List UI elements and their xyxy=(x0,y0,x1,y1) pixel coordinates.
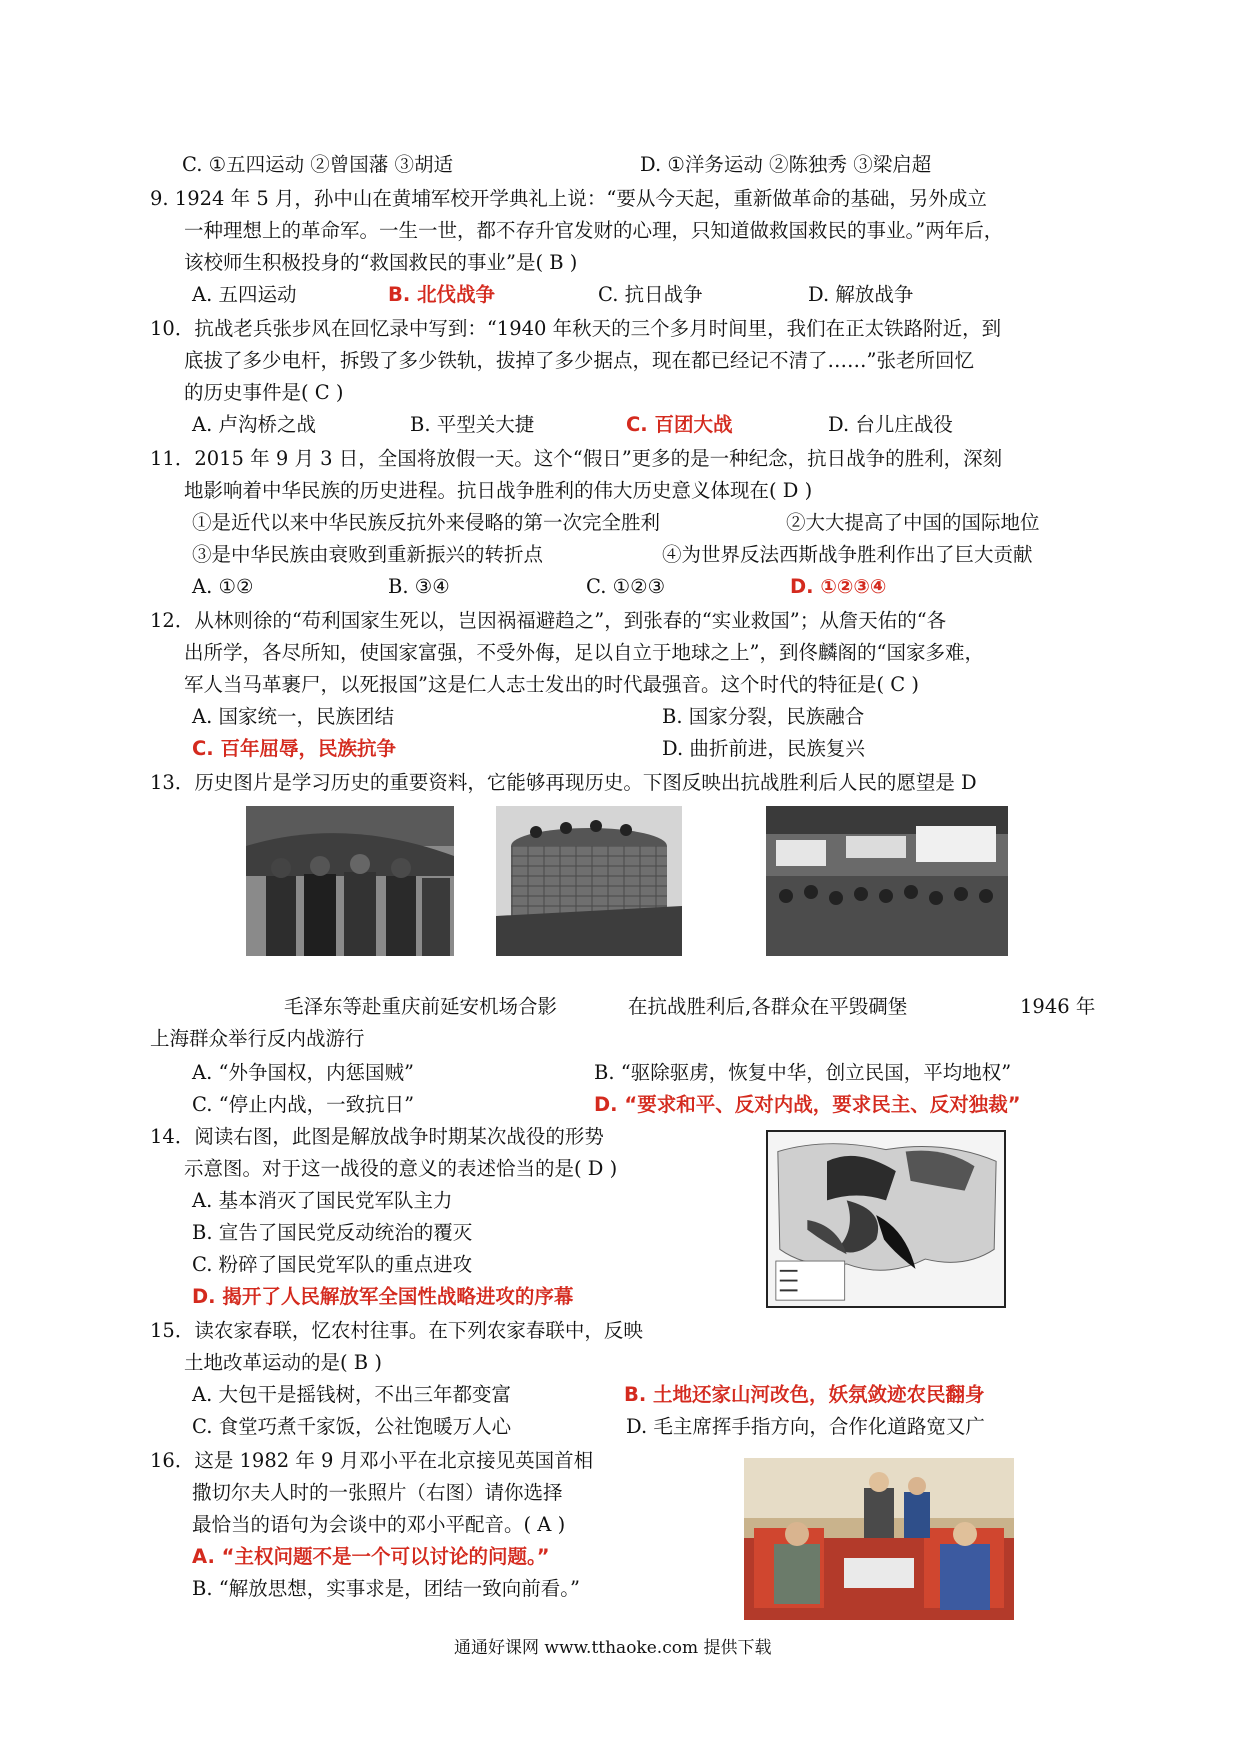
q13-caption-2: 在抗战胜利后,各群众在平毁碉堡 xyxy=(628,995,908,1018)
q15-stem-line-2: 土地改革运动的是( B ) xyxy=(184,1351,382,1374)
q11-item-3: ③是中华民族由衰败到重新振兴的转折点 xyxy=(192,543,544,566)
photo-demolishing-blockhouse xyxy=(496,806,682,956)
photo-shanghai-protest xyxy=(766,806,1008,956)
q11-item-4: ④为世界反法西斯战争胜利作出了巨大贡献 xyxy=(662,543,1033,566)
q10-stem-line-3: 的历史事件是( C ) xyxy=(184,381,344,404)
q11-option-a: A. ①② xyxy=(192,575,254,598)
q16-stem-line-2: 撒切尔夫人时的一张照片（右图）请你选择 xyxy=(192,1481,563,1504)
q15-option-a: A. 大包干是摇钱树，不出三年都变富 xyxy=(192,1383,511,1406)
q13-option-a: A. “外争国权，内惩国贼” xyxy=(192,1061,414,1084)
q13-option-d-answer: D. “要求和平、反对内战，要求民主、反对独裁” xyxy=(594,1093,1021,1116)
q11-stem-line-1: 11．2015 年 9 月 3 日，全国将放假一天。这个“假日”更多的是一种纪念，抗日战争的胜利，深刻 xyxy=(150,447,1003,470)
q11-option-c: C. ①②③ xyxy=(586,575,666,598)
q14-option-a: A. 基本消灭了国民党军队主力 xyxy=(192,1189,453,1212)
q8-option-d: D. ①洋务运动 ②陈独秀 ③梁启超 xyxy=(640,153,932,176)
campaign-map xyxy=(766,1130,1006,1308)
q14-option-d-answer: D. 揭开了人民解放军全国性战略进攻的序幕 xyxy=(192,1285,574,1308)
q13-stem-line-1: 13．历史图片是学习历史的重要资料，它能够再现历史。下图反映出抗战胜利后人民的愿望是 D xyxy=(150,771,977,794)
q12-option-c-answer: C. 百年屈辱，民族抗争 xyxy=(192,737,397,760)
q9-option-c: C. 抗日战争 xyxy=(598,283,703,306)
q8-option-c: C. ①五四运动 ②曾国藩 ③胡适 xyxy=(182,153,454,176)
q12-option-b: B. 国家分裂，民族融合 xyxy=(662,705,865,728)
q10-option-d: D. 台儿庄战役 xyxy=(828,413,953,436)
q12-stem-line-3: 军人当马革裹尸，以死报国”这是仁人志士发出的时代最强音。这个时代的特征是( C ) xyxy=(184,673,920,696)
q9-option-b-answer: B. 北伐战争 xyxy=(388,283,496,306)
q12-stem-line-1: 12．从林则徐的“苟利国家生死以，岂因祸福避趋之”，到张春的“实业救国”；从詹天佑的“各 xyxy=(150,609,947,632)
q16-stem-line-3: 最恰当的语句为会谈中的邓小平配音。( A ) xyxy=(192,1513,566,1536)
q12-option-a: A. 国家统一，民族团结 xyxy=(192,705,394,728)
q11-option-d-answer: D. ①②③④ xyxy=(790,575,887,598)
q15-option-d: D. 毛主席挥手指方向，合作化道路宽又广 xyxy=(626,1415,985,1438)
q10-option-b: B. 平型关大捷 xyxy=(410,413,535,436)
q11-stem-line-2: 地影响着中华民族的历史进程。抗日战争胜利的伟大历史意义体现在( D ) xyxy=(184,479,813,502)
q12-option-d: D. 曲折前进，民族复兴 xyxy=(662,737,865,760)
q9-option-d: D. 解放战争 xyxy=(808,283,914,306)
q16-option-b: B. “解放思想，实事求是，团结一致向前看。” xyxy=(192,1577,580,1600)
q11-item-2: ②大大提高了中国的国际地位 xyxy=(786,511,1040,534)
q16-stem-line-1: 16．这是 1982 年 9 月邓小平在北京接见英国首相 xyxy=(150,1449,594,1472)
q16-option-a-answer: A. “主权问题不是一个可以讨论的问题。” xyxy=(192,1545,550,1568)
q13-option-b: B. “驱除驱虏，恢复中华，创立民国，平均地权” xyxy=(594,1061,1012,1084)
q9-stem-line-3: 该校师生积极投身的“救国救民的事业”是( B ) xyxy=(184,251,578,274)
q14-option-c: C. 粉碎了国民党军队的重点进攻 xyxy=(192,1253,473,1276)
q15-option-c: C. 食堂巧煮千家饭，公社饱暖万人心 xyxy=(192,1415,512,1438)
q15-option-b-answer: B. 土地还家山河改色，妖氛敛迹农民翻身 xyxy=(624,1383,985,1406)
q10-stem-line-2: 底拔了多少电杆，拆毁了多少铁轨，拔掉了多少据点，现在都已经记不清了……”张老所回忆 xyxy=(184,349,974,372)
q10-option-a: A. 卢沟桥之战 xyxy=(192,413,316,436)
q9-option-a: A. 五四运动 xyxy=(192,283,297,306)
footer-watermark: 通通好课网 www.tthaoke.com 提供下载 xyxy=(454,1638,772,1658)
q13-caption-3a: 1946 年 xyxy=(1020,995,1096,1018)
q11-option-b: B. ③④ xyxy=(388,575,450,598)
q13-caption-3b: 上海群众举行反内战游行 xyxy=(150,1027,365,1050)
q11-item-1: ①是近代以来中华民族反抗外来侵略的第一次完全胜利 xyxy=(192,511,661,534)
q14-option-b: B. 宣告了国民党反动统治的覆灭 xyxy=(192,1221,473,1244)
q15-stem-line-1: 15．读农家春联，忆农村往事。在下列农家春联中，反映 xyxy=(150,1319,643,1342)
photo-deng-thatcher xyxy=(744,1458,1014,1620)
q10-stem-line-1: 10．抗战老兵张步风在回忆录中写到：“1940 年秋天的三个多月时间里，我们在正太铁路附近，到 xyxy=(150,317,1002,340)
q13-caption-1: 毛泽东等赴重庆前延安机场合影 xyxy=(284,995,558,1018)
q13-option-c: C. “停止内战，一致抗日” xyxy=(192,1093,415,1116)
q14-stem-line-1: 14．阅读右图，此图是解放战争时期某次战役的形势 xyxy=(150,1125,604,1148)
q14-stem-line-2: 示意图。对于这一战役的意义的表述恰当的是( D ) xyxy=(184,1157,618,1180)
q12-stem-line-2: 出所学，各尽所知，使国家富强，不受外侮，足以自立于地球之上”，到佟麟阁的“国家多难， xyxy=(184,641,984,664)
q10-option-c-answer: C. 百团大战 xyxy=(626,413,733,436)
q9-stem-line-1: 9. 1924 年 5 月，孙中山在黄埔军校开学典礼上说：“要从今天起，重新做革命的基础，另外成立 xyxy=(150,187,987,210)
q9-stem-line-2: 一种理想上的革命军。一生一世，都不存升官发财的心理，只知道做救国救民的事业。”两年后， xyxy=(184,219,1004,242)
photo-yanan-airport xyxy=(246,806,454,956)
